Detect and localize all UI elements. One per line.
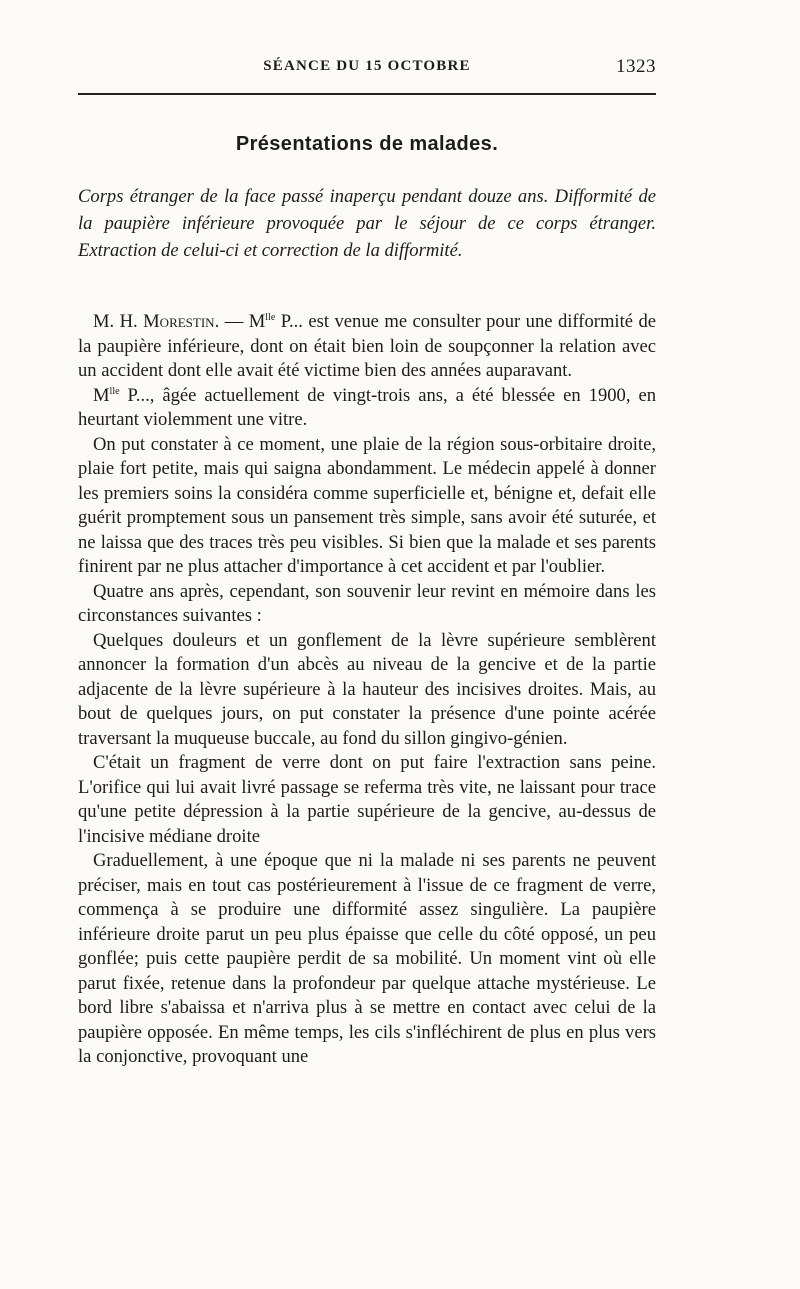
paragraph-3: On put constater à ce moment, une plaie de la région sous-orbitaire droite, plaie fort petite, mais qui saigna abondamment. Le médecin appelé à donner les premiers soins la considéra comme superficielle et, bénigne et, defait elle guérit promptement sous un pansement très simple, sans avoir été suturée, et ne laissa que des traces très peu visibles. Si bien que la malade et ses parents finirent par ne plus attacher d'importance à cet accident et par l'oublier.: [78, 433, 656, 577]
case-abstract: Corps étranger de la face passé inaperçu pendant douze ans. Difformité de la paupière inférieure provoquée par le séjour de ce corps étranger. Extraction de celui-ci et correction de la difformité.: [78, 186, 656, 261]
mlle-sup: lle: [109, 385, 120, 397]
paragraph-4: Quatre ans après, cependant, son souvenir leur revint en mémoire dans les circonstances suivantes :: [78, 580, 656, 626]
mlle-abbrev: M: [248, 311, 266, 332]
mlle-abbrev: M: [93, 384, 110, 406]
header-rule: [78, 93, 656, 95]
speaker-name: M. H. Morestin.: [93, 311, 220, 332]
section-title: Présentations de malades.: [235, 133, 499, 155]
body-text: [78, 310, 656, 1070]
paragraph-6: C'était un fragment de verre dont on put faire l'extraction sans peine. L'orifice qui lui avait livré passage se referma très vite, ne laissant pour trace qu'une petite dépression à la partie supérieure de la gencive, au-dessus de l'incisive médiane droite: [78, 752, 656, 847]
paragraph-2: [78, 384, 656, 433]
paragraph-1-text: P... est venue me consulter pour une difformité de la paupière inférieure, dont on était bien loin de soupçonner la relation avec un accident dont elle avait été victime bien des années auparavant.: [78, 311, 656, 381]
dash: —: [224, 311, 244, 332]
page-number: 1323: [616, 56, 656, 77]
paragraph-7: Graduellement, à une époque que ni la malade ni ses parents ne peuvent préciser, mais en tout cas postérieurement à l'issue de ce fragment de verre, commença à se produire une difformité assez singulière. La paupière inférieure droite parut un peu plus épaisse que celle du côté opposé, un peu gonflée; puis cette paupière perdit de sa mobilité. Un moment vint où elle parut fixée, retenue dans la profondeur par quelque attache mystérieuse. Le bord libre s'abaissa et n'arriva plus à se mettre en contact avec celui de la paupière opposée. En même temps, les cils s'infléchirent de plus en plus vers la conjonctive, provoquant une: [78, 850, 656, 1067]
running-title: SÉANCE DU 15 OCTOBRE: [263, 58, 471, 74]
paragraph-5: Quelques douleurs et un gonflement de la lèvre supérieure semblèrent annoncer la formation d'un abcès au niveau de la gencive et de la partie adjacente de la lèvre supérieure à la hauteur des incisives droites. Mais, au bout de quelques jours, on put constater la présence d'une pointe acérée traversant la muqueuse buccale, au fond du sillon gingivo-génien.: [78, 629, 656, 749]
paragraph-1: [78, 310, 656, 384]
mlle-sup: lle: [265, 311, 276, 323]
paragraph-2-text: P..., âgée actuellement de vingt-trois ans, a été blessée en 1900, en heurtant violemment une vitre.: [78, 384, 656, 430]
running-head: [78, 58, 656, 82]
